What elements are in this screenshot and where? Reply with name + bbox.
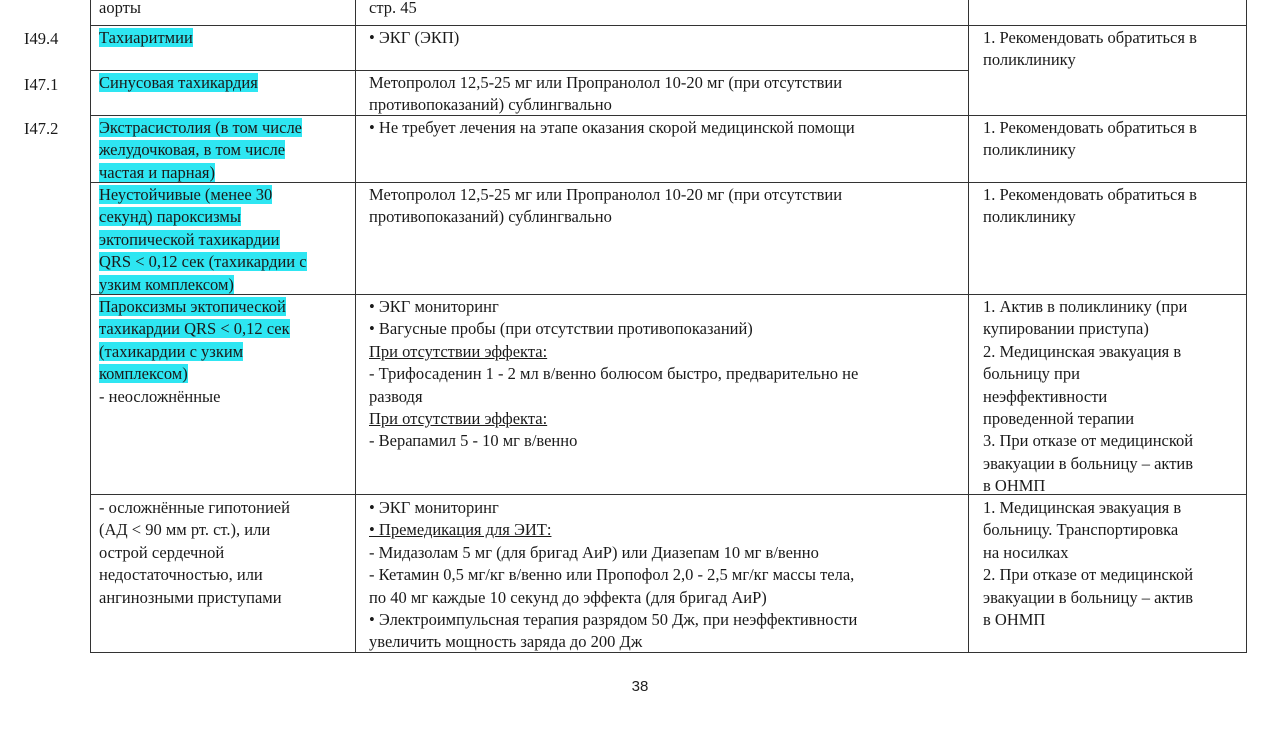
result-cell	[983, 296, 1193, 498]
diagnosis-line: узким комплексом)	[99, 274, 234, 294]
treatment-line: разводя	[369, 386, 423, 406]
icd-code: I47.2	[24, 119, 59, 138]
result-line: в ОНМП	[983, 610, 1046, 630]
diagnosis-line: ангинозными приступами	[99, 587, 282, 607]
treatment-line: противопоказаний) сублингвально	[369, 95, 612, 115]
page-number: 38	[631, 678, 649, 695]
result-line: 3. При отказе от медицинской	[983, 431, 1194, 451]
result-cell	[983, 27, 1197, 72]
top-row-diagnosis: аорты	[99, 0, 141, 17]
result-line: поликлинику	[983, 140, 1076, 160]
result-line: поликлинику	[983, 207, 1076, 227]
diagnosis-line: секунд) пароксизмы	[99, 207, 241, 227]
treatment-subheading: • Премедикация для ЭИТ:	[369, 520, 552, 540]
result-line: 1. Рекомендовать обратиться в	[983, 118, 1197, 137]
result-line: больницу. Транспортировка	[983, 520, 1179, 540]
diagnosis-cell	[99, 117, 302, 184]
diagnosis-cell	[99, 497, 290, 609]
treatment-subheading: При отсутствии эффекта:	[369, 409, 548, 429]
treatment-cell	[369, 184, 842, 229]
diagnosis-line: Неустойчивые (менее 30	[99, 185, 273, 204]
result-cell	[983, 184, 1197, 229]
result-line: 1. Медицинская эвакуация в	[983, 498, 1182, 517]
treatment-line: • Электроимпульсная терапия разрядом 50 Дж, при неэффективности	[369, 610, 858, 630]
diagnosis-line: Синусовая тахикардия	[99, 73, 258, 92]
table-border-left	[90, 0, 91, 653]
diagnosis-cell	[99, 296, 290, 408]
treatment-subheading: При отсутствии эффекта:	[369, 341, 548, 361]
diagnosis-line: эктопической тахикардии	[99, 229, 280, 249]
treatment-line: противопоказаний) сублингвально	[369, 207, 612, 227]
result-line: эвакуации в больницу – актив	[983, 453, 1194, 473]
treatment-line: - Верапамил 5 - 10 мг в/венно	[369, 431, 578, 451]
diagnosis-line: частая и парная)	[99, 162, 215, 182]
result-line: поликлинику	[983, 50, 1076, 70]
treatment-line: • Не требует лечения на этапе оказания скорой медицинской помощи	[369, 118, 855, 137]
diagnosis-line: - осложнённые гипотонией	[99, 498, 290, 517]
treatment-line: увеличить мощность заряда до 200 Дж	[369, 632, 643, 652]
result-line: 1. Актив в поликлинику (при	[983, 297, 1188, 316]
treatment-line: • ЭКГ (ЭКП)	[369, 28, 460, 47]
diagnosis-line: QRS < 0,12 сек (тахикардии с	[99, 252, 307, 272]
treatment-cell	[369, 497, 857, 654]
treatment-line: • ЭКГ мониторинг	[369, 297, 499, 316]
result-cell	[983, 117, 1197, 162]
treatment-line: по 40 мг каждые 10 секунд до эффекта (для бригад АиР)	[369, 587, 767, 607]
treatment-line: - Кетамин 0,5 мг/кг в/венно или Пропофол 2,0 - 2,5 мг/кг массы тела,	[369, 565, 855, 585]
treatment-line: • Вагусные пробы (при отсутствии противопоказаний)	[369, 319, 753, 339]
row-divider	[90, 70, 969, 71]
treatment-cell	[369, 27, 459, 49]
diagnosis-cell	[99, 27, 193, 49]
diagnosis-line: Экстрасистолия (в том числе	[99, 118, 303, 137]
treatment-line: Метопролол 12,5-25 мг или Пропранолол 10-20 мг (при отсутствии	[369, 185, 843, 204]
treatment-line: - Мидазолам 5 мг (для бригад АиР) или Диазепам 10 мг в/венно	[369, 542, 819, 562]
diagnosis-line: (тахикардии с узким	[99, 341, 244, 361]
result-line: неэффективности	[983, 386, 1108, 406]
result-line: в ОНМП	[983, 476, 1046, 496]
diagnosis-line: Тахиаритмии	[99, 28, 193, 47]
result-line: больницу при	[983, 364, 1080, 384]
treatment-line: Метопролол 12,5-25 мг или Пропранолол 10-20 мг (при отсутствии	[369, 73, 843, 92]
treatment-line: - Трифосаденин 1 - 2 мл в/венно болюсом быстро, предварительно не	[369, 364, 859, 384]
treatment-line: • ЭКГ мониторинг	[369, 498, 499, 517]
row-divider	[90, 25, 1247, 26]
result-line: 1. Рекомендовать обратиться в	[983, 28, 1197, 47]
diagnosis-line: острой сердечной	[99, 542, 225, 562]
diagnosis-line: недостаточностью, или	[99, 565, 263, 585]
diagnosis-line: тахикардии QRS < 0,12 сек	[99, 319, 290, 339]
diagnosis-cell	[99, 72, 258, 94]
result-line: 1. Рекомендовать обратиться в	[983, 185, 1197, 204]
result-line: 2. Медицинская эвакуация в	[983, 341, 1182, 361]
treatment-cell	[369, 296, 858, 453]
top-row-reference: стр. 45	[369, 0, 417, 17]
result-line: проведенной терапии	[983, 409, 1135, 429]
result-line: эвакуации в больницу – актив	[983, 587, 1194, 607]
diagnosis-line: (АД < 90 мм рт. ст.), или	[99, 520, 271, 540]
table-border-right	[1246, 0, 1247, 653]
result-line: купировании приступа)	[983, 319, 1149, 339]
icd-code: I49.4	[24, 29, 59, 48]
diagnosis-line: комплексом)	[99, 364, 188, 384]
result-line: на носилках	[983, 542, 1069, 562]
diagnosis-cell	[99, 184, 307, 296]
treatment-cell	[369, 72, 842, 117]
result-cell	[983, 497, 1193, 631]
diagnosis-line: желудочковая, в том числе	[99, 140, 286, 160]
icd-code: I47.1	[24, 75, 59, 94]
diagnosis-subtype: - неосложнённые	[99, 386, 221, 406]
diagnosis-line: Пароксизмы эктопической	[99, 297, 286, 316]
table-border-col3	[968, 0, 969, 653]
result-line: 2. При отказе от медицинской	[983, 565, 1194, 585]
treatment-cell	[369, 117, 855, 139]
table-border-col2	[355, 0, 356, 653]
